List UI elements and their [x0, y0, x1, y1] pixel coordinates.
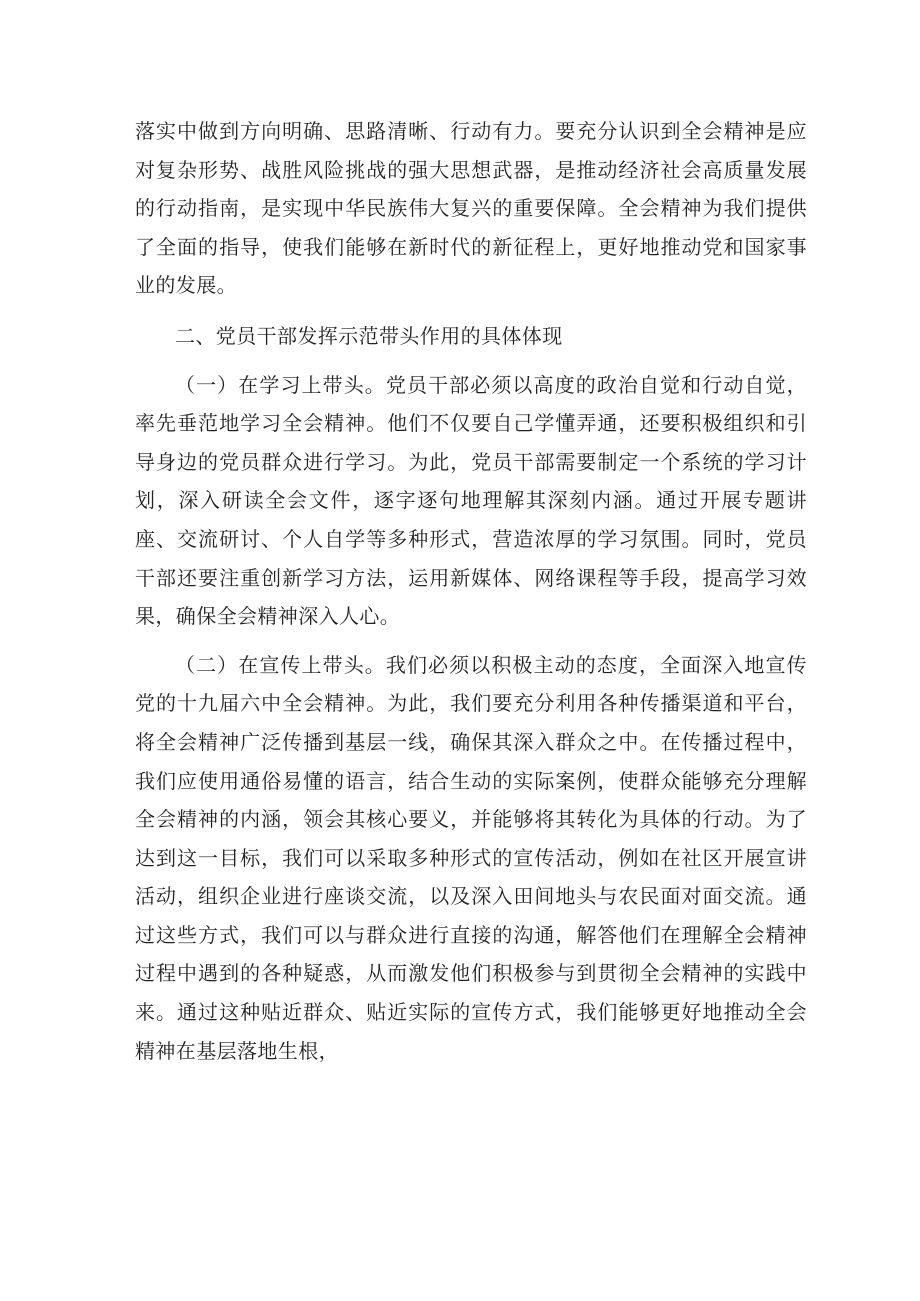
paragraph-study: （一）在学习上带头。党员干部必须以高度的政治自觉和行动自觉，率先垂范地学习全会精神。他们不仅要自己学懂弄通，还要积极组织和引导身边的党员群众进行学习。为此，党员干部需要制定一个系统的学习计划，深入研读全会文件，逐字逐句地理解其深刻内涵。通过开展专题讲座、交流研讨、个人自学等多种形式，营造浓厚的学习氛围。同时，党员干部还要注重创新学习方法，运用新媒体、网络课程等手段，提高学习效果，确保全会精神深入人心。	[135, 372, 807, 629]
document-body	[135, 112, 807, 1070]
paragraph-publicity: （二）在宣传上带头。我们必须以积极主动的态度，全面深入地宣传党的十九届六中全会精神。为此，我们要充分利用各种传播渠道和平台，将全会精神广泛传播到基层一线，确保其深入群众之中。在传播过程中，我们应使用通俗易懂的语言，结合生动的实际案例，使群众能够充分理解全会精神的内涵，领会其核心要义，并能够将其转化为具体的行动。为了达到这一目标，我们可以采取多种形式的宣传活动，例如在社区开展宣讲活动，组织企业进行座谈交流，以及深入田间地头与农民面对面交流。通过这些方式，我们可以与群众进行直接的沟通，解答他们在理解全会精神过程中遇到的各种疑惑，从而激发他们积极参与到贯彻全会精神的实践中来。通过这种贴近群众、贴近实际的宣传方式，我们能够更好地推动全会精神在基层落地生根，	[135, 652, 807, 1063]
section-heading: 二、党员干部发挥示范带头作用的具体体现	[175, 323, 563, 348]
continuation-paragraph: 落实中做到方向明确、思路清晰、行动有力。要充分认识到全会精神是应对复杂形势、战胜风险挑战的强大思想武器，是推动经济社会高质量发展的行动指南，是实现中华民族伟大复兴的重要保障。全会精神为我们提供了全面的指导，使我们能够在新时代的新征程上，更好地推动党和国家事业的发展。	[135, 119, 807, 298]
